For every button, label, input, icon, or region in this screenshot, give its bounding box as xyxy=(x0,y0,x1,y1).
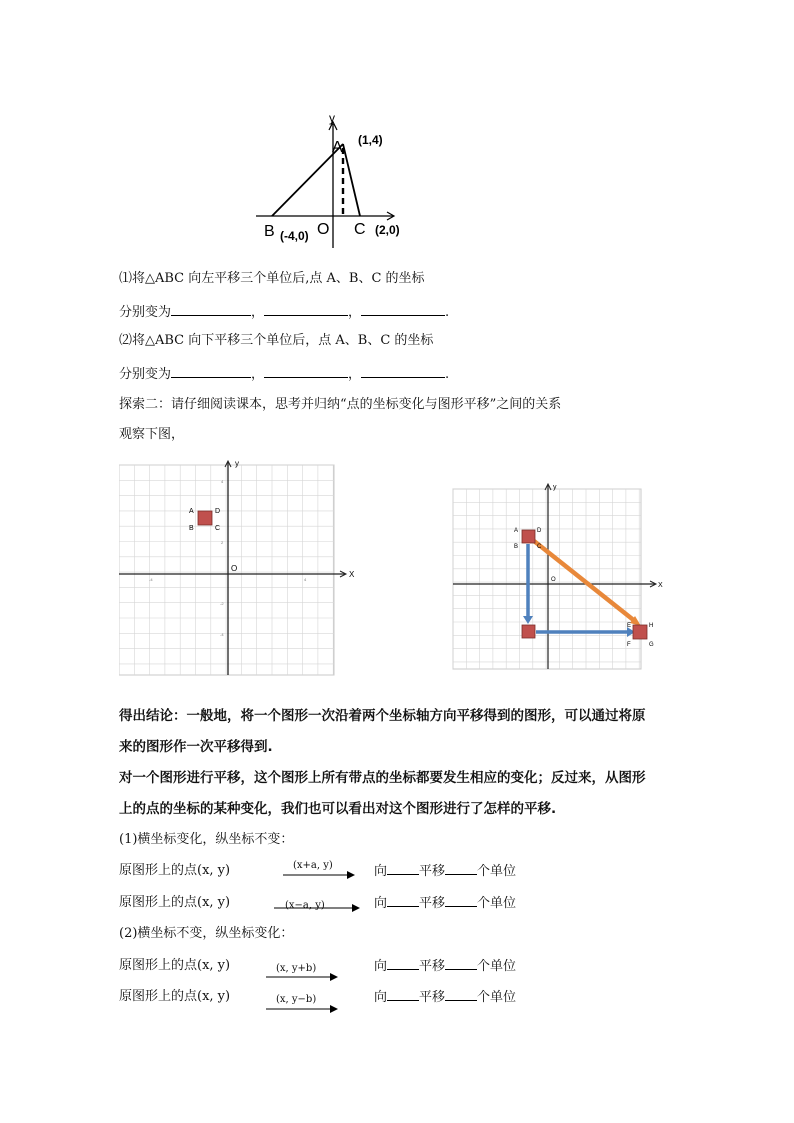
rule-answer: 向 平移 个单位 xyxy=(374,959,517,974)
answer-blank[interactable] xyxy=(361,365,445,378)
answer-blank[interactable] xyxy=(387,862,419,875)
answer-blank[interactable] xyxy=(171,303,251,316)
point-c-label: C xyxy=(354,221,366,238)
tick-label: 4 xyxy=(304,577,307,582)
point-a-coord: (1,4) xyxy=(358,133,383,147)
point-b-coord: (-4,0) xyxy=(280,229,309,243)
label-c: C xyxy=(537,544,542,550)
answer-blank[interactable] xyxy=(445,988,477,1001)
label-b: B xyxy=(189,525,194,532)
point-c-coord: (2,0) xyxy=(375,223,400,237)
explore-title: 探索二：请仔细阅读课本，思考并归纳“点的坐标变化与图形平移”之间的关系 xyxy=(119,397,562,412)
answer-blank[interactable] xyxy=(387,957,419,970)
arrow-label: (x, y−b) xyxy=(276,994,317,1005)
origin-label: O xyxy=(231,564,238,573)
conclusion-line-3: 对一个图形进行平移，这个图形上所有带点的坐标都要发生相应的变化；反过来，从图形 xyxy=(119,770,646,786)
rule-answer: 向 平移 个单位 xyxy=(374,896,517,911)
square-start xyxy=(522,530,535,543)
label-g: G xyxy=(649,642,654,648)
rule-section-2: (2)横坐标不变，纵坐标变化： xyxy=(119,926,294,941)
label-c: C xyxy=(215,525,221,532)
conclusion-line-4: 上的点的坐标的某种变化，我们也可以看出对这个图形进行了怎样的平移. xyxy=(119,801,557,817)
rule-row: 原图形上的点(x, y) xyxy=(119,989,231,1004)
answer-blank[interactable] xyxy=(387,894,419,907)
answer-blank[interactable] xyxy=(171,365,251,378)
answer-blank[interactable] xyxy=(445,894,477,907)
tick-label: -4 xyxy=(220,632,224,637)
tick-label: 4 xyxy=(221,479,224,484)
question-2-answer-row: 分别变为 ， ， . xyxy=(119,367,450,382)
rule-answer: 向 平移 个单位 xyxy=(374,990,517,1005)
tick-label: -2 xyxy=(220,601,224,606)
arrow-icon xyxy=(274,904,360,912)
arrow-label: (x, y+b) xyxy=(276,963,317,974)
label-f: F xyxy=(627,642,631,648)
grid-right xyxy=(452,482,664,672)
question-1-answer-row: 分别变为 ， ， . xyxy=(119,305,450,320)
y-axis-label: y xyxy=(329,111,335,125)
triangle-figure xyxy=(250,108,410,250)
label-a: A xyxy=(514,528,519,534)
rule-arrow xyxy=(266,991,338,1013)
grid-left xyxy=(119,460,359,680)
arrow-icon xyxy=(266,973,338,981)
label-e: E xyxy=(627,623,632,629)
answer-blank[interactable] xyxy=(445,957,477,970)
rule-section-1: (1)横坐标变化，纵坐标不变： xyxy=(119,832,294,847)
tick-label: -4 xyxy=(149,577,153,582)
square-middle xyxy=(522,625,535,638)
arrow-label: (x−a, y) xyxy=(285,900,325,911)
answer-blank[interactable] xyxy=(264,303,348,316)
label-h: H xyxy=(649,623,654,629)
question-2: ⑵将△ABC 向下平移三个单位后，点 A、B、C 的坐标 xyxy=(119,333,434,348)
label-d: D xyxy=(215,508,221,515)
answer-prefix: 分别变为 xyxy=(119,305,172,320)
point-a-label: A xyxy=(332,139,343,156)
arrow-icon xyxy=(266,1005,338,1013)
y-axis-label: y xyxy=(235,460,239,468)
rule-arrow xyxy=(274,897,360,917)
y-axis-label: y xyxy=(553,484,557,491)
answer-blank[interactable] xyxy=(445,862,477,875)
point-b-label: B xyxy=(264,223,275,240)
observe-text: 观察下图， xyxy=(119,427,185,442)
x-axis-label: X xyxy=(658,582,663,589)
answer-blank[interactable] xyxy=(264,365,348,378)
square-abcd xyxy=(198,511,212,525)
rule-row: 原图形上的点(x, y) xyxy=(119,895,231,910)
conclusion-line-2: 来的图形作一次平移得到. xyxy=(119,739,273,755)
label-d: D xyxy=(537,528,542,534)
rule-answer: 向 平移 个单位 xyxy=(374,864,517,879)
rule-arrow xyxy=(283,859,355,879)
answer-blank[interactable] xyxy=(387,988,419,1001)
rule-row: 原图形上的点(x, y) xyxy=(119,958,231,973)
rule-arrow xyxy=(266,960,338,980)
origin-label: O xyxy=(317,221,330,238)
x-axis-label: X xyxy=(349,570,355,579)
rule-row: 原图形上的点(x, y) xyxy=(119,863,231,878)
tick-label: 2 xyxy=(221,540,224,545)
arrow-icon xyxy=(283,871,355,879)
question-1: ⑴将△ABC 向左平移三个单位后,点 A、B、C 的坐标 xyxy=(119,271,425,286)
square-end xyxy=(633,625,647,639)
label-b: B xyxy=(514,544,519,550)
arrow-label: (x+a, y) xyxy=(293,860,333,871)
answer-blank[interactable] xyxy=(361,303,445,316)
origin-label: O xyxy=(551,577,556,583)
label-a: A xyxy=(189,508,194,515)
conclusion-line-1: 得出结论：一般地，将一个图形一次沿着两个坐标轴方向平移得到的图形，可以通过将原 xyxy=(119,708,646,724)
answer-prefix: 分别变为 xyxy=(119,367,172,382)
